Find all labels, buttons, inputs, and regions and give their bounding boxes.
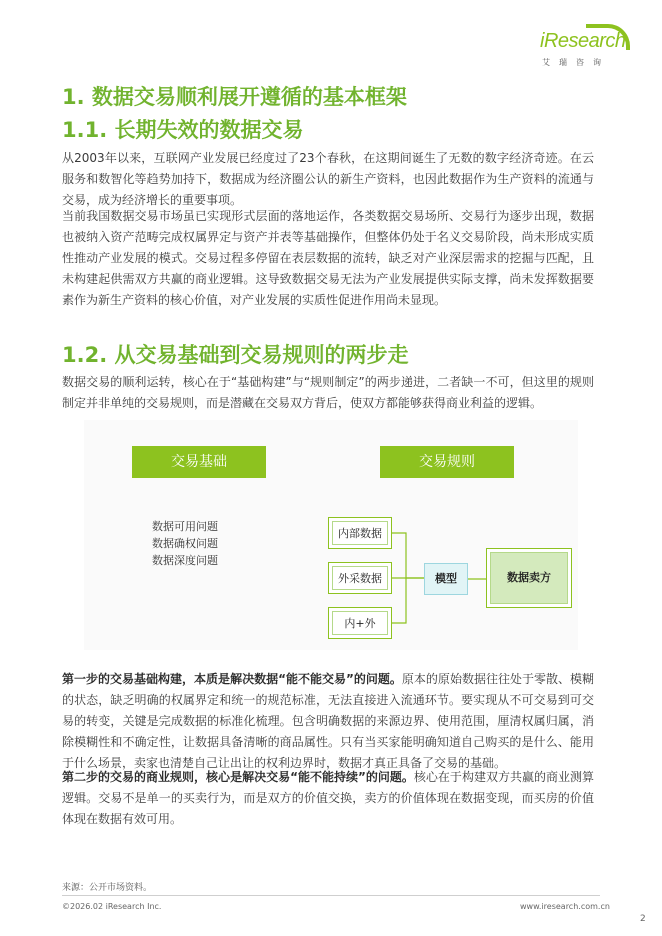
connector-internal xyxy=(392,533,424,578)
step1-lead: 第一步的交易基础构建，本质是解决数据“能不能交易”的问题。 xyxy=(62,672,402,686)
source-box-mixed xyxy=(328,607,392,639)
step2-body: 核心在于构建双方共赢的商业测算逻辑。交易不是单一的买卖行为，而是双方的价值交换，卖方的价值体现在数据变现，而买房的价值体现在数据有效可用。 xyxy=(62,770,594,826)
paragraph-1: 从2003年以来，互联网产业发展已经度过了23个春秋，在这期间诞生了无数的数字经济奇迹。在云服务和数智化等趋势加持下，数据成为经济圈公认的新生产资料，也因此数据作为生产资料的流通与交易，成为经济增长的重要事项。 xyxy=(62,151,594,207)
connector-mixed xyxy=(392,578,406,623)
seller-box xyxy=(486,548,572,608)
diagram-right-title: 交易规则 xyxy=(380,446,514,478)
page-number: 2 xyxy=(640,914,646,924)
paragraph-2: 当前我国数据交易市场虽已实现形式层面的落地运作，各类数据交易场所、交易行为逐步出现，数据也被纳入资产范畴完成权属界定与资产并表等基础操作，但整体仍处于名义交易阶段，尚未形成实质性推动产业发展的模式。交易过程多停留在表层数据的流转，缺乏对产业深层需求的挖掘与匹配，且未构建起供需双方共赢的商业逻辑。这导致数据交易无法为产业发展提供实际支撑，尚未发挥数据要素作为新生产资料的核心价值，对产业发展的实质性促进作用尚未显现。 xyxy=(62,209,594,307)
problem-item: 数据可用问题 xyxy=(152,520,218,533)
seller-label: 数据卖方 xyxy=(490,552,568,604)
framework-diagram xyxy=(84,420,578,650)
model-box: 模型 xyxy=(424,563,468,595)
paragraph-step1 xyxy=(62,669,594,774)
problem-item: 数据深度问题 xyxy=(152,554,218,567)
footer-divider xyxy=(62,895,600,896)
problem-item: 数据确权问题 xyxy=(152,537,218,550)
diagram-left-title: 交易基础 xyxy=(132,446,266,478)
logo-brand: iResearch xyxy=(540,30,626,52)
section-heading: 1. 数据交易顺利展开遵循的基本框架 xyxy=(62,85,407,109)
source-label: 外采数据 xyxy=(332,566,388,590)
paragraph-intro: 数据交易的顺利运转，核心在于“基础构建”与“规则制定”的两步递进，二者缺一不可，但这里的规则制定并非单纯的交易规则，而是潜藏在交易双方背后，使双方都能够获得商业利益的逻辑。 xyxy=(62,375,594,410)
subsection-title-1-2: 1.2. 从交易基础到交易规则的两步走 xyxy=(62,343,409,367)
source-label: 内+外 xyxy=(332,611,388,635)
subsection-title-1-1: 1.1. 长期失效的数据交易 xyxy=(62,118,304,142)
iresearch-logo xyxy=(538,24,634,70)
source-box-internal xyxy=(328,517,392,549)
source-note: 来源：公开市场资料。 xyxy=(62,883,153,893)
step2-lead: 第二步的交易的商业规则，核心是解决交易“能不能持续”的问题。 xyxy=(62,770,414,784)
copyright: ©2026.02 iResearch Inc. xyxy=(62,902,162,911)
step1-body: 原本的原始数据往往处于零散、模糊的状态，缺乏明确的权属界定和统一的规范标准，无法直接进入流通环节。要实现从不可交易到可交易的转变，关键是完成数据的标准化梳理。包含明确数据的来源边界、使用范围，厘清权属归属，消除模糊性和不确定性，让数据具备清晰的商品属性。只有当买家能明确知道自己购买的是什么、能用于什么场景，卖家也清楚自己让出让的权利边界时，数据才真正具备了交易的基础。 xyxy=(62,672,594,770)
paragraph-step2 xyxy=(62,767,594,830)
source-label: 内部数据 xyxy=(332,521,388,545)
website-link[interactable]: www.iresearch.com.cn xyxy=(520,902,610,911)
source-box-external xyxy=(328,562,392,594)
logo-subtitle: 艾瑞咨询 xyxy=(542,58,610,67)
